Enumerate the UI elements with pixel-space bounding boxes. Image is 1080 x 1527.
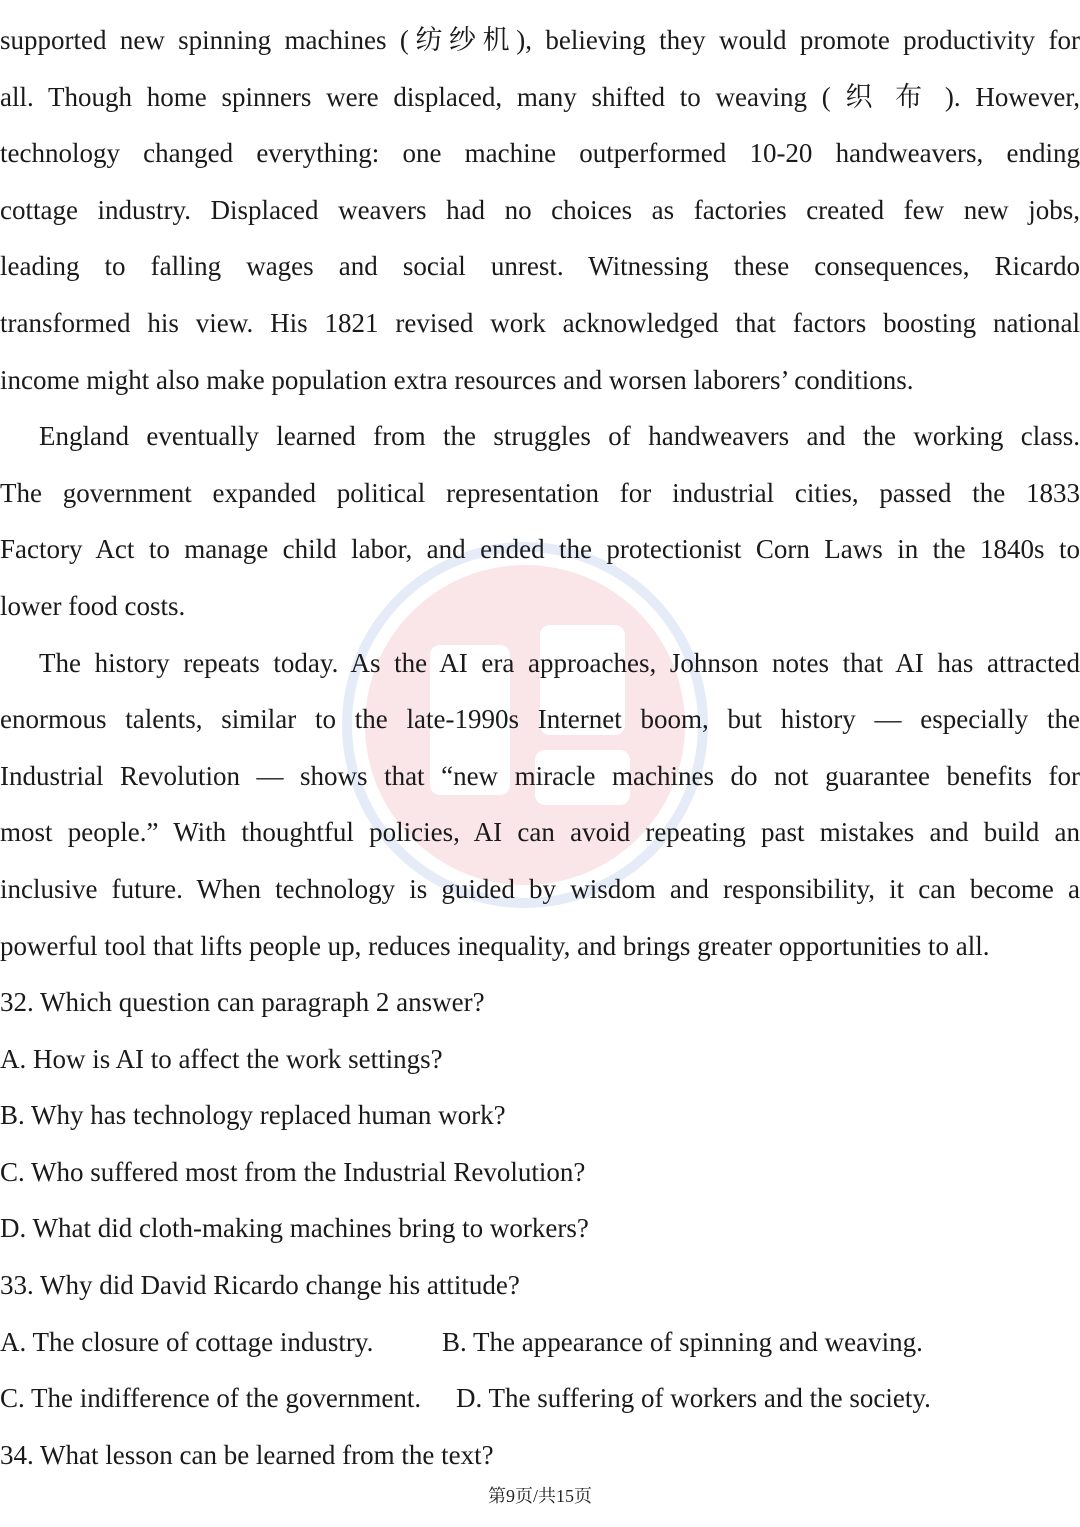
- option-c: C. The indifference of the government.: [0, 1383, 422, 1414]
- option-c: C. Who suffered most from the Industrial Revolution?: [0, 1156, 586, 1187]
- text-line: England eventually learned from the struggles of handweavers and the working class.: [39, 421, 1080, 452]
- option-d: D. The suffering of workers and the society.: [456, 1383, 931, 1414]
- page-footer: 第9页/共15页: [487, 1486, 592, 1506]
- question-stem: 32. Which question can paragraph 2 answer?: [0, 987, 485, 1018]
- text-line: supported new spinning machines (纺纱机), believing they would promote productivity for: [0, 25, 1080, 55]
- paragraph-2: [0, 408, 1080, 634]
- question-33: [0, 1257, 1080, 1427]
- text-line: most people.” With thoughtful policies, AI can avoid repeating past mistakes and build an: [0, 817, 1080, 848]
- option-a: A. The closure of cottage industry.: [0, 1326, 374, 1357]
- option-b: B. The appearance of spinning and weaving.: [442, 1326, 923, 1357]
- text-line: income might also make population extra resources and worsen laborers’ conditions.: [0, 364, 914, 395]
- option-row-cd: [0, 1370, 1080, 1427]
- paragraph-1: [0, 12, 1080, 408]
- option-row-ab: [0, 1314, 1080, 1371]
- question-stem: 34. What lesson can be learned from the text?: [0, 1439, 494, 1470]
- text-line: cottage industry. Displaced weavers had no choices as factories created few new jobs,: [0, 194, 1080, 225]
- text-line: lower food costs.: [0, 590, 186, 621]
- text-line: Factory Act to manage child labor, and ended the protectionist Corn Laws in the 1840s to: [0, 534, 1080, 565]
- paragraph-3: [0, 635, 1080, 975]
- option-a: A. How is AI to affect the work settings?: [0, 1043, 443, 1074]
- option-d: D. What did cloth-making machines bring to workers?: [0, 1213, 589, 1244]
- option-b: B. Why has technology replaced human work?: [0, 1100, 506, 1131]
- text-line: leading to falling wages and social unrest. Witnessing these consequences, Ricardo: [0, 251, 1080, 282]
- text-line: The history repeats today. As the AI era approaches, Johnson notes that AI has attracted: [39, 647, 1080, 678]
- text-line: The government expanded political representation for industrial cities, passed the 1833: [0, 477, 1080, 508]
- document-body: [0, 12, 1080, 1483]
- text-line: all. Though home spinners were displaced, many shifted to weaving ( 织 布 ). However,: [0, 81, 1080, 112]
- text-line: inclusive future. When technology is guided by wisdom and responsibility, it can become a: [0, 873, 1080, 904]
- text-line: transformed his view. His 1821 revised work acknowledged that factors boosting national: [0, 307, 1080, 338]
- text-line: powerful tool that lifts people up, reduces inequality, and brings greater opportunities to all.: [0, 930, 990, 961]
- question-34: [0, 1427, 1080, 1484]
- question-32: [0, 974, 1080, 1257]
- text-line: technology changed everything: one machine outperformed 10-20 handweavers, ending: [0, 138, 1080, 169]
- text-line: Industrial Revolution — shows that “new miracle machines do not guarantee benefits for: [0, 760, 1080, 791]
- question-stem: 33. Why did David Ricardo change his attitude?: [0, 1270, 520, 1301]
- text-line: enormous talents, similar to the late-1990s Internet boom, but history — especially the: [0, 704, 1080, 735]
